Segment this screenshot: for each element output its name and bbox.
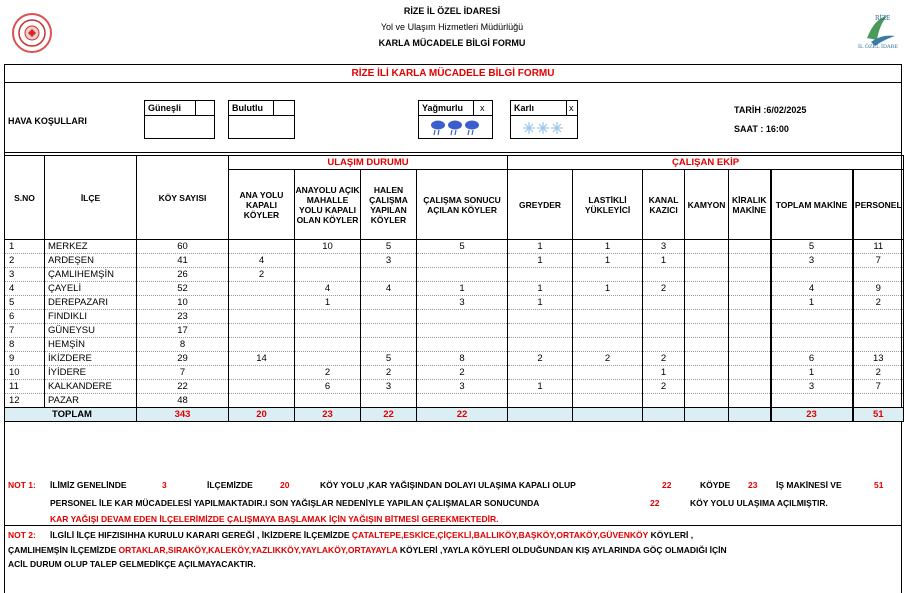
cell-no: 12 [5,394,45,408]
cell-no: 2 [5,254,45,268]
total-ana: 20 [229,408,295,422]
cell-ilce: HEMŞİN [45,338,137,352]
table-row [5,352,904,366]
notes-divider [4,525,902,526]
note2-l1b: KÖYLERİ , [650,530,694,540]
cell-koy: 10 [137,296,229,310]
cell-ana [229,324,295,338]
total-halen: 22 [361,408,417,422]
option-karli-label: Karlı [514,103,535,113]
option-bulutlu-icon-box [228,115,295,139]
cell-kam [685,282,729,296]
cell-halen [361,324,417,338]
cell-sonuc: 3 [417,380,508,394]
cell-kam [685,296,729,310]
cell-last: 2 [573,352,643,366]
cell-kanal [643,268,685,282]
cell-ana [229,240,295,254]
cell-pers: 13 [853,352,904,366]
cell-kir [729,366,771,380]
note2-line2 [8,545,727,555]
cell-top [771,324,853,338]
cell-grey [508,338,573,352]
cell-pers: 2 [853,366,904,380]
note1-line2a: PERSONEL İLE KAR MÜCADELESİ YAPILMAKTADIR.I SON YAĞIŞLAR NEDENİYLE YAPILAN ÇALIŞMALAR SONUCUNDA [50,498,540,508]
cell-grey [508,324,573,338]
cell-grey: 1 [508,296,573,310]
cell-ilce: ÇAYELİ [45,282,137,296]
note1-line3: KAR YAĞIŞI DEVAM EDEN İLÇELERİMİZDE ÇALIŞMAYA BAŞLAMAK İÇİN YAĞIŞIN BİTMESİ GEREKMEKTEDİR. [50,514,499,524]
cell-kanal [643,310,685,324]
table-row [5,338,904,352]
total-kir [729,408,771,422]
cell-last [573,310,643,324]
cell-sonuc [417,324,508,338]
cell-ana: 2 [229,268,295,282]
col-toplam-makine: TOPLAM MAKİNE [771,170,853,240]
cell-kir [729,324,771,338]
cell-kam [685,338,729,352]
cell-mah [295,394,361,408]
cell-last [573,366,643,380]
cell-mah: 1 [295,296,361,310]
cell-no: 6 [5,310,45,324]
col-ilce: İLÇE [45,156,137,240]
note1-p4: KÖYDE [700,480,731,490]
cell-halen: 5 [361,240,417,254]
cell-sonuc: 1 [417,282,508,296]
cell-last: 1 [573,240,643,254]
cell-no: 1 [5,240,45,254]
cell-grey [508,394,573,408]
cell-ana: 14 [229,352,295,366]
cell-koy: 23 [137,310,229,324]
cell-sonuc: 5 [417,240,508,254]
table-row [5,296,904,310]
cell-kir [729,352,771,366]
cell-kam [685,310,729,324]
col-kamyon: KAMYON [685,170,729,240]
cell-top: 3 [771,380,853,394]
cell-pers [853,268,904,282]
cell-kir [729,380,771,394]
table-row [5,394,904,408]
table-row [5,310,904,324]
total-last [573,408,643,422]
cell-ana [229,282,295,296]
cell-mah [295,254,361,268]
cell-kanal: 3 [643,240,685,254]
divider [4,152,902,153]
total-grey [508,408,573,422]
cell-ilce: PAZAR [45,394,137,408]
group-ulasim: ULAŞIM DURUMU [229,156,508,170]
cell-koy: 29 [137,352,229,366]
col-mahalle: ANAYOLU AÇIK MAHALLE YOLU KAPALI OLAN KÖYLER [295,170,361,240]
cell-no: 10 [5,366,45,380]
cell-pers: 11 [853,240,904,254]
cell-no: 9 [5,352,45,366]
cell-pers [853,310,904,324]
table-row [5,240,904,254]
header-line-3: KARLA MÜCADELE BİLGİ FORMU [378,38,526,48]
cell-ilce: ÇAMLIHEMŞİN [45,268,137,282]
cell-top: 5 [771,240,853,254]
cell-koy: 48 [137,394,229,408]
table-row [5,380,904,394]
cell-kanal: 2 [643,282,685,296]
cell-pers: 9 [853,282,904,296]
cell-halen [361,310,417,324]
cell-kam [685,394,729,408]
option-karli-label-box [510,100,567,116]
cell-mah: 4 [295,282,361,296]
note1-p2: İLÇEMİZDE [207,480,253,490]
cell-kam [685,352,729,366]
cell-mah [295,268,361,282]
cell-ilce: KALKANDERE [45,380,137,394]
cell-koy: 17 [137,324,229,338]
cell-sonuc: 3 [417,296,508,310]
report-time: SAAT : 16:00 [734,124,789,134]
cell-kir [729,268,771,282]
cell-kanal: 1 [643,254,685,268]
cell-pers [853,394,904,408]
note2-l3: ACİL DURUM OLUP TALEP GELMEDİKÇE AÇILMAYACAKTIR. [8,559,256,569]
note1-v4: 23 [748,480,758,490]
note1-p5: İŞ MAKİNESİ VE [776,480,842,490]
total-koy: 343 [137,408,229,422]
cell-no: 5 [5,296,45,310]
cell-ilce: ARDEŞEN [45,254,137,268]
cell-top [771,268,853,282]
snowflake-icon [523,121,563,135]
col-sno: S.NO [5,156,45,240]
cell-ana [229,310,295,324]
option-gunesli-icon-box [144,115,215,139]
total-sonuc: 22 [417,408,508,422]
cell-last: 1 [573,282,643,296]
cell-kanal [643,324,685,338]
cell-sonuc [417,310,508,324]
cell-pers [853,338,904,352]
cell-last [573,338,643,352]
logo-word: RİZE [875,15,891,22]
option-karli-checkbox[interactable] [566,100,578,116]
cell-kir [729,254,771,268]
cell-sonuc [417,338,508,352]
note2-tag: NOT 2: [8,530,36,540]
cell-no: 3 [5,268,45,282]
option-bulutlu-label-box [228,100,274,116]
cell-top: 6 [771,352,853,366]
cell-no: 8 [5,338,45,352]
col-koy-sayisi: KÖY SAYISI [137,156,229,240]
cell-kanal: 2 [643,380,685,394]
cell-koy: 8 [137,338,229,352]
cell-mah [295,310,361,324]
note1-v5: 51 [874,480,884,490]
cell-ana [229,366,295,380]
cell-grey: 1 [508,380,573,394]
cell-grey: 2 [508,352,573,366]
col-halen: HALEN ÇALIŞMA YAPILAN KÖYLER [361,170,417,240]
cell-kir [729,240,771,254]
cell-mah: 10 [295,240,361,254]
weather-label: HAVA KOŞULLARI [8,116,87,126]
option-bulutlu-checkbox[interactable] [273,100,295,116]
report-date: TARİH :6/02/2025 [734,105,807,115]
col-personel: PERSONEL [853,170,904,240]
total-kam [685,408,729,422]
option-karli-mark: x [569,103,574,113]
snow-fight-table [4,155,904,422]
option-yagmurlu-label-box [418,100,474,116]
cell-grey: 1 [508,282,573,296]
cell-koy: 41 [137,254,229,268]
note1-v1: 3 [162,480,167,490]
note2-line1 [50,530,693,540]
cell-grey: 1 [508,254,573,268]
cell-sonuc [417,394,508,408]
note2-l1a: İLGİLİ İLÇE HIFZISIHHA KURULU KARARI GEREĞİ , İKİZDERE İLÇEMİZDE [50,530,350,540]
cell-top [771,310,853,324]
option-gunesli-label-box [144,100,196,116]
cell-last [573,296,643,310]
cell-ilce: İKİZDERE [45,352,137,366]
logo-caption: İL ÖZEL İDARE [858,44,899,50]
cell-ana [229,394,295,408]
option-yagmurlu-checkbox[interactable] [473,100,493,116]
cell-no: 4 [5,282,45,296]
cell-ilce: MERKEZ [45,240,137,254]
cell-ilce: DEREPAZARI [45,296,137,310]
table-row [5,324,904,338]
cell-pers [853,324,904,338]
cell-halen: 5 [361,352,417,366]
cell-pers: 7 [853,254,904,268]
cell-sonuc [417,268,508,282]
cell-ilce: FINDIKLI [45,310,137,324]
total-top: 23 [771,408,853,422]
note2-l1red: ÇATALTEPE,ESKİCE,ÇİÇEKLİ,BALLIKÖY,BAŞKÖY,ORTAKÖY,GÜVENKÖY [351,530,649,540]
header-line-1: RİZE İL ÖZEL İDARESİ [403,6,501,16]
cell-halen [361,268,417,282]
note2-l2b: KÖYLERİ ,YAYLA KÖYLERİ OLDUĞUNDAN KIŞ AYLARINDA GÖÇ OLMADIĞI İÇİN [399,545,727,555]
cell-last [573,394,643,408]
cell-top [771,338,853,352]
cell-halen: 3 [361,254,417,268]
note1-v6: 22 [650,498,660,508]
col-kiralik: KİRALIK MAKİNE [729,170,771,240]
cell-koy: 60 [137,240,229,254]
cell-kam [685,366,729,380]
note1-v3: 22 [662,480,672,490]
cell-pers: 7 [853,380,904,394]
cell-koy: 7 [137,366,229,380]
cell-kam [685,254,729,268]
cell-ana [229,338,295,352]
col-kanal: KANAL KAZICI [643,170,685,240]
cell-grey [508,310,573,324]
note1-tag: NOT 1: [8,480,36,490]
option-yagmurlu-mark: x [480,103,485,113]
cell-ilce: İYİDERE [45,366,137,380]
note2-l2a: ÇAMLIHEMŞİN İLÇEMİZDE [8,545,117,555]
cell-mah [295,324,361,338]
cell-kir [729,394,771,408]
cell-kanal [643,296,685,310]
cell-halen: 2 [361,366,417,380]
total-pers: 51 [853,408,904,422]
cell-kir [729,296,771,310]
cell-grey: 1 [508,240,573,254]
cell-no: 11 [5,380,45,394]
table-row [5,282,904,296]
cell-kanal [643,338,685,352]
cell-kanal [643,394,685,408]
cell-halen: 4 [361,282,417,296]
cell-halen [361,394,417,408]
cell-ana [229,296,295,310]
rain-cloud-icon [429,119,489,137]
cell-sonuc [417,254,508,268]
cell-top: 3 [771,254,853,268]
weather-section [4,82,902,152]
group-calisan-ekip: ÇALIŞAN EKİP [508,156,904,170]
cell-no: 7 [5,324,45,338]
option-yagmurlu-label: Yağmurlu [422,103,464,113]
note2-l2red: ORTAKLAR,SIRAKÖY,KALEKÖY,YAZLIKKÖY,YAYLAKÖY,ORTAYAYLA [118,545,398,555]
cell-kir [729,310,771,324]
note1-v2: 20 [280,480,290,490]
cell-grey [508,366,573,380]
cell-kam [685,240,729,254]
cell-mah [295,338,361,352]
cell-last [573,324,643,338]
cell-kam [685,380,729,394]
option-karli-icon-box [510,115,578,139]
cell-grey [508,268,573,282]
option-gunesli-checkbox[interactable] [195,100,215,116]
cell-sonuc: 8 [417,352,508,366]
cell-halen [361,338,417,352]
cell-kanal: 1 [643,366,685,380]
cell-mah [295,352,361,366]
col-ana-yolu: ANA YOLU KAPALI KÖYLER [229,170,295,240]
cell-koy: 52 [137,282,229,296]
form-title: RİZE İLİ KARLA MÜCADELE BİLGİ FORMU [4,65,902,83]
table-total-row [5,408,904,422]
cell-mah: 6 [295,380,361,394]
total-kanal [643,408,685,422]
option-gunesli-label: Güneşli [148,103,182,113]
cell-sonuc: 2 [417,366,508,380]
cell-ana: 4 [229,254,295,268]
cell-mah: 2 [295,366,361,380]
total-label: TOPLAM [5,408,137,422]
cell-kir [729,338,771,352]
option-yagmurlu-icon-box [418,115,493,139]
table-row [5,366,904,380]
cell-halen: 3 [361,380,417,394]
table-row [5,254,904,268]
cell-halen [361,296,417,310]
cell-top: 4 [771,282,853,296]
cell-top: 1 [771,366,853,380]
cell-last: 1 [573,254,643,268]
cell-kam [685,268,729,282]
note1-p3: KÖY YOLU ,KAR YAĞIŞINDAN DOLAYI ULAŞIMA KAPALI OLUP [320,480,576,490]
cell-kir [729,282,771,296]
header-line-2: Yol ve Ulaşım Hizmetleri Müdürlüğü [380,22,524,32]
cell-kam [685,324,729,338]
cell-last [573,268,643,282]
cell-ilce: GÜNEYSU [45,324,137,338]
cell-ana [229,380,295,394]
cell-koy: 26 [137,268,229,282]
col-lastikli: LASTİKLİ YÜKLEYİCİ [573,170,643,240]
note1-line2b: KÖY YOLU ULAŞIMA AÇILMIŞTIR. [690,498,828,508]
option-bulutlu-label: Bulutlu [232,103,263,113]
cell-top: 1 [771,296,853,310]
total-mah: 23 [295,408,361,422]
col-greyder: GREYDER [508,170,573,240]
table-row [5,268,904,282]
note1-p1: İLİMİZ GENELİNDE [50,480,127,490]
cell-koy: 22 [137,380,229,394]
col-sonuc: ÇALIŞMA SONUCU AÇILAN KÖYLER [417,170,508,240]
cell-top [771,394,853,408]
cell-kanal: 2 [643,352,685,366]
cell-last [573,380,643,394]
cell-pers: 2 [853,296,904,310]
